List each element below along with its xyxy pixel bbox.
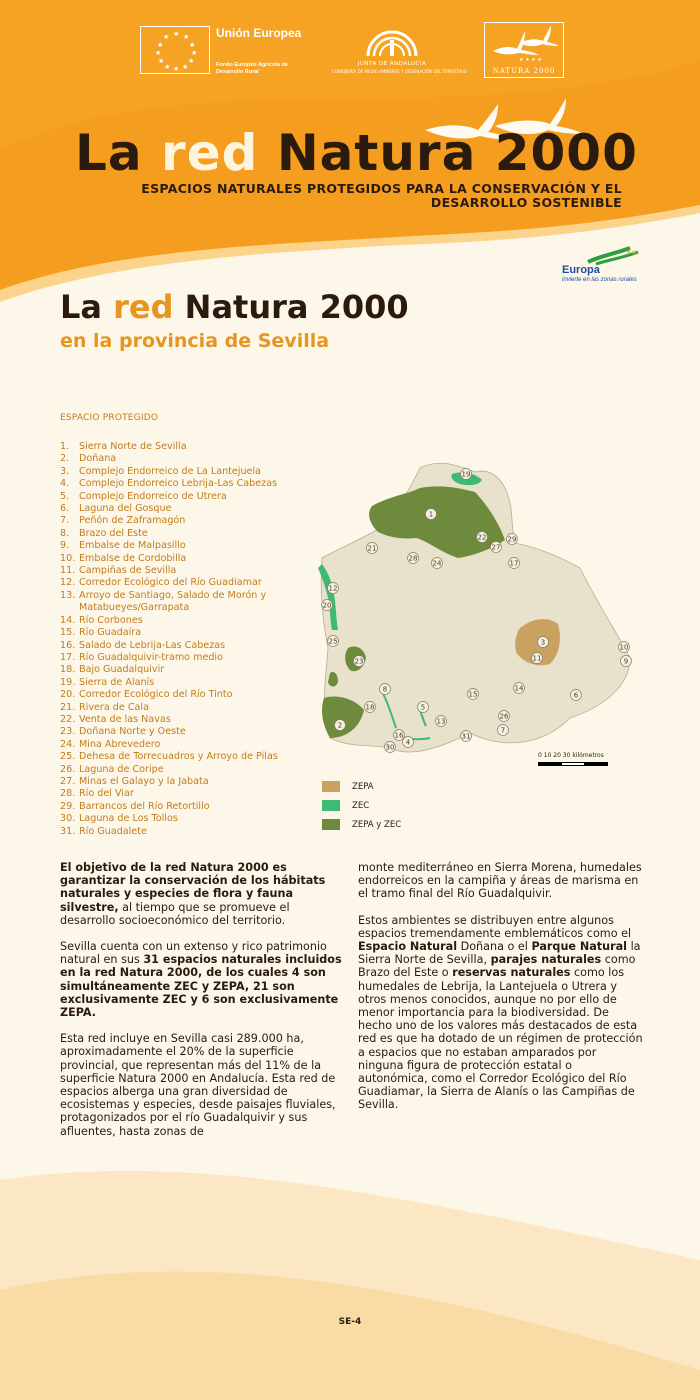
map-marker-label: 10	[619, 643, 629, 652]
map-marker	[426, 509, 437, 520]
p5-b3: parajes naturales	[490, 953, 602, 967]
list-item	[60, 689, 320, 701]
map-marker	[468, 689, 479, 700]
main-title-part1: La	[75, 124, 143, 182]
eu-title: Unión Europea	[216, 26, 302, 40]
map-marker	[621, 656, 632, 667]
paragraph-5	[358, 914, 643, 1112]
map-marker	[432, 558, 443, 569]
map-scale	[538, 752, 608, 766]
list-item-number: 27.	[60, 775, 76, 787]
paragraph-1	[60, 861, 345, 927]
junta-arch-icon	[362, 26, 422, 58]
map-marker	[335, 720, 346, 731]
map-marker	[507, 534, 518, 545]
junta-name: JUNTA DE ANDALUCIA	[357, 61, 427, 67]
list-item-number: 1.	[60, 441, 70, 452]
map-marker	[394, 730, 405, 741]
text-column-left	[60, 861, 345, 1151]
p5-d: la Sierra Norte de Sevilla,	[358, 940, 641, 967]
legend-item	[322, 815, 401, 834]
map-marker-label: 4	[405, 738, 411, 747]
map-marker-label: 1	[428, 510, 434, 519]
list-item-name: Peñón de Zaframagón	[79, 515, 186, 527]
map-marker	[538, 637, 549, 648]
list-item	[60, 640, 320, 652]
p5-b2: Parque Natural	[531, 940, 628, 954]
list-item-number: 29.	[60, 800, 76, 812]
legend-heading: ESPACIO PROTEGIDO	[60, 413, 159, 423]
list-item-number: 8.	[60, 527, 70, 539]
list-item-number: 20.	[60, 689, 76, 701]
list-item-name: Laguna del Gosque	[79, 503, 172, 515]
map-marker	[461, 731, 472, 742]
list-item-name: Río Guadaíra	[79, 627, 142, 639]
map-marker	[499, 711, 510, 722]
list-item	[60, 788, 320, 800]
map-marker	[532, 653, 543, 664]
list-item-name: Doñana Norte y Oeste	[79, 726, 186, 738]
list-item-number: 6.	[60, 503, 70, 515]
list-item-number: 18.	[60, 664, 76, 676]
list-item-name: Río Guadalete	[79, 825, 147, 837]
natura-logo-text: NATURA 2000	[492, 67, 556, 75]
list-item	[60, 664, 320, 676]
map-marker	[367, 543, 378, 554]
list-item-name: Sierra de Alanís	[79, 676, 155, 688]
section-title-part3: Natura 2000	[184, 288, 409, 326]
list-item-name: Mina Abrevedero	[79, 738, 161, 750]
list-item	[60, 503, 320, 515]
map-marker	[498, 725, 509, 736]
p5-f: como los humedales de Lebrija, la Lantejuela o Utrera y otros menos conocidos, aunque no por ello de menor importancia para la biodiversidad. De hecho uno de los valores más destacados de esta red es que ha dotado de un régimen de protección a espacios que no estaban amparados por ninguna figura de protección estatal o autonómica, como el Corredor Ecológico del Río Guadiamar, la Sierra de Alanís o las Campiñas de Sevilla.	[358, 966, 643, 1112]
map-marker	[461, 469, 472, 480]
map-marker-label: 17	[509, 559, 519, 568]
list-item	[60, 528, 320, 540]
map-marker	[619, 642, 630, 653]
list-item	[60, 702, 320, 714]
section-title-part1: La	[60, 288, 102, 326]
map-marker	[514, 683, 525, 694]
list-item-name: Laguna de Los Tollos	[79, 813, 178, 825]
list-item-number: 22.	[60, 713, 76, 725]
list-item-name: Salado de Lebrija-Las Cabezas	[79, 639, 226, 651]
list-item-name: Laguna de Coripe	[79, 763, 164, 775]
legend-label: ZEC	[352, 800, 370, 811]
main-title-part2: red	[161, 124, 259, 182]
list-item	[60, 466, 320, 478]
list-item-name: Minas el Galayo y la Jabata	[79, 775, 209, 787]
list-item-name: Campiñas de Sevilla	[79, 565, 177, 577]
list-item-name: Brazo del Este	[79, 527, 148, 539]
list-item	[60, 491, 320, 503]
legend-swatch	[322, 781, 340, 792]
legend-label: ZEPA	[352, 781, 374, 792]
map-marker-label: 22	[477, 533, 487, 542]
list-item	[60, 714, 320, 726]
map-marker-label: 16	[394, 731, 404, 740]
legend-label: ZEPA y ZEC	[352, 819, 402, 830]
junta-subtitle: CONSEJERÍA DE MEDIO AMBIENTE Y ORDENACIÓN DEL TERRITORIO	[332, 69, 467, 74]
list-item	[60, 540, 320, 552]
map-marker-label: 15	[468, 690, 478, 699]
map-marker-label: 3	[540, 638, 546, 647]
legend-swatch	[322, 800, 340, 811]
list-item-number: 5.	[60, 490, 70, 502]
map-marker-label: 27	[491, 543, 501, 552]
paragraph-2	[60, 940, 345, 1019]
list-item-number: 10.	[60, 552, 76, 564]
map-marker-label: 21	[367, 544, 377, 553]
list-item-number: 28.	[60, 788, 76, 800]
scale-labels: 0 10 20 30 kilómetros	[538, 752, 604, 759]
section-title-part2: red	[113, 288, 174, 326]
map-marker-label: 2	[337, 721, 343, 730]
list-item-number: 9.	[60, 540, 70, 552]
junta-andalucia-logo	[332, 26, 467, 74]
eu-text	[216, 26, 306, 76]
list-item-name: Venta de las Navas	[79, 713, 171, 725]
list-item-name: Dehesa de Torrecuadros y Arroyo de Pilas	[79, 751, 278, 763]
map-marker	[365, 702, 376, 713]
legend-swatch	[322, 819, 340, 830]
map-marker-label: 29	[507, 535, 517, 544]
list-item-name: Bajo Guadalquivir	[79, 664, 165, 676]
map-marker-label: 31	[461, 732, 471, 741]
p5-b4: reservas naturales	[452, 966, 571, 980]
map-marker	[328, 636, 339, 647]
p1-bold: El objetivo de la red Natura 2000 es garantizar la conservación de los hábitats naturales y especies de flora y fauna silvestre,	[60, 861, 326, 914]
main-title	[75, 124, 638, 182]
list-item	[60, 677, 320, 689]
map-marker	[477, 532, 488, 543]
list-item	[60, 515, 320, 527]
eu-subtitle: Fondo Europeo Agrícola de Desarrollo Rural	[216, 62, 288, 75]
main-title-part3: Natura 2000	[276, 124, 638, 182]
list-item	[60, 478, 320, 490]
map-marker	[380, 684, 391, 695]
map-marker	[509, 558, 520, 569]
natura-birds-icon	[485, 23, 563, 65]
list-item-number: 25.	[60, 751, 76, 763]
map-marker-label: 13	[436, 717, 446, 726]
map-marker-label: 30	[385, 743, 395, 752]
list-item	[60, 453, 320, 465]
scale-bar	[538, 762, 608, 766]
map-marker-label: 28	[408, 554, 418, 563]
text-column-right	[358, 861, 643, 1125]
list-item-number: 19.	[60, 676, 76, 688]
list-item-name: Complejo Endorreico de La Lantejuela	[79, 465, 262, 477]
map-marker-label: 23	[354, 657, 364, 666]
map-marker-label: 5	[420, 703, 426, 712]
list-item-name: Embalse de Cordobilla	[79, 552, 187, 564]
list-item	[60, 441, 320, 453]
list-item-name: Sierra Norte de Sevilla	[79, 441, 187, 452]
list-item	[60, 739, 320, 751]
europa-swoosh-icon	[586, 244, 646, 266]
map-legend	[322, 777, 401, 834]
list-item-name: Río Guadalquivir-tramo medio	[79, 651, 223, 663]
main-subtitle: ESPACIOS NATURALES PROTEGIDOS PARA LA CONSERVACIÓN Y EL DESARROLLO SOSTENIBLE	[141, 181, 622, 210]
list-item	[60, 652, 320, 664]
paragraph-4: monte mediterráneo en Sierra Morena, humedales endorreicos en la campiña y áreas de marisma en el tramo final del Río Guadalquivir.	[358, 861, 642, 901]
section-subtitle: en la provincia de Sevilla	[60, 330, 330, 352]
p5-e: como Brazo del Este o	[358, 953, 636, 980]
map-marker-label: 24	[432, 559, 442, 568]
map-marker	[354, 656, 365, 667]
p5-c: Doñana o el	[457, 940, 532, 954]
svg-text:★ ★ ★ ★: ★ ★ ★ ★	[519, 57, 542, 63]
map-marker	[571, 690, 582, 701]
list-item-number: 24.	[60, 738, 76, 750]
list-item-name: Complejo Endorreico de Utrera	[79, 490, 227, 502]
list-item-name: Barrancos del Río Retortillo	[79, 800, 210, 812]
list-item-number: 16.	[60, 639, 76, 651]
list-item-name: Rivera de Cala	[79, 701, 149, 713]
list-item-number: 3.	[60, 465, 70, 477]
legend-item	[322, 777, 401, 796]
legend-item	[322, 796, 401, 815]
list-item	[60, 813, 320, 825]
europa-word: Europa	[562, 264, 600, 276]
list-item	[60, 826, 320, 838]
list-item	[60, 776, 320, 788]
list-item-number: 2.	[60, 453, 70, 465]
list-item-name: Corredor Ecológico del Río Guadiamar	[79, 577, 262, 589]
europa-rural-logo	[560, 244, 650, 286]
natura-2000-logo	[484, 22, 564, 78]
map-marker	[408, 553, 419, 564]
list-item-number: 21.	[60, 701, 76, 713]
list-item-number: 12.	[60, 577, 76, 589]
map-marker-label: 6	[573, 691, 579, 700]
list-item	[60, 764, 320, 776]
map-marker-label: 11	[532, 654, 542, 663]
map-marker-label: 7	[500, 726, 506, 735]
map-marker	[385, 742, 396, 753]
map-marker	[328, 583, 339, 594]
list-item	[60, 726, 320, 738]
list-item	[60, 751, 320, 763]
map-marker-label: 9	[623, 657, 629, 666]
list-item-name: Doñana	[79, 453, 117, 465]
p2-bold: 31 espacios naturales incluidos en la red Natura 2000, de los cuales 4 son simultáneamente ZEC y ZEPA, 21 son exclusivamente ZEC y 6 son exclusivamente ZEPA.	[60, 953, 342, 1020]
list-item	[60, 577, 320, 589]
list-item-number: 30.	[60, 813, 76, 825]
header-logos	[0, 20, 700, 80]
map-marker	[403, 737, 414, 748]
list-item-number: 11.	[60, 565, 76, 577]
list-item	[60, 565, 320, 577]
p1-rest: al tiempo que se promueve el desarrollo socioeconómico del territorio.	[60, 900, 290, 927]
map-marker-label: 25	[328, 637, 338, 646]
p2-a: Sevilla cuenta con un extenso y rico patrimonio natural en sus	[60, 940, 327, 967]
svg-text:★★: ★★	[626, 249, 637, 256]
paragraph-3: Esta red incluye en Sevilla casi 289.000 ha, aproximadamente el 20% de la superficie provincial, que representan más del 11% de la superficie Natura 2000 en Andalucía. Esta red de espacios alberga una gran diversidad de ecosistemas y especies, desde paisajes fluviales, protagonizados por el río Guadalquivir y sus afluentes, hasta zonas de	[60, 1032, 336, 1138]
map-marker-label: 26	[499, 712, 509, 721]
list-item-number: 7.	[60, 515, 70, 527]
list-item-number: 4.	[60, 478, 70, 490]
map-marker-label: 14	[514, 684, 524, 693]
protected-space-list	[60, 441, 320, 838]
list-item	[60, 801, 320, 813]
list-item	[60, 615, 320, 627]
page-number: SE-4	[338, 1317, 362, 1327]
eu-flag-icon: ★ ★ ★ ★ ★ ★ ★ ★ ★ ★ ★ ★	[140, 26, 210, 74]
map-marker-label: 19	[461, 470, 471, 479]
list-item	[60, 590, 320, 615]
map-marker-label: 12	[328, 584, 338, 593]
list-item-name: Corredor Ecológico del Río Tinto	[79, 689, 233, 701]
map-marker	[491, 542, 502, 553]
list-item	[60, 553, 320, 565]
europa-sub: invierte en las zonas rurales	[562, 277, 637, 283]
sevilla-map	[300, 448, 660, 778]
p5-b1: Espacio Natural	[358, 940, 458, 954]
list-item-number: 17.	[60, 651, 76, 663]
map-marker	[322, 600, 333, 611]
map-marker-label: 20	[322, 601, 332, 610]
list-item-name: Complejo Endorreico Lebrija-Las Cabezas	[79, 478, 278, 490]
map-marker	[418, 702, 429, 713]
section-title	[60, 288, 409, 326]
list-item-number: 31.	[60, 825, 76, 837]
list-item	[60, 627, 320, 639]
map-marker-label: 18	[365, 703, 375, 712]
list-item-name: Río Corbones	[79, 614, 143, 626]
list-item-name: Arroyo de Santiago, Salado de Morón y Matabueyes/Garrapata	[79, 589, 267, 614]
list-item-number: 15.	[60, 627, 76, 639]
list-item-name: Embalse de Malpasillo	[79, 540, 186, 552]
list-item-number: 13.	[60, 589, 76, 601]
map-marker	[436, 716, 447, 727]
list-item-number: 23.	[60, 726, 76, 738]
p5-a: Estos ambientes se distribuyen entre algunos espacios tremendamente emblemáticos como el	[358, 913, 632, 940]
map-marker-label: 8	[382, 685, 388, 694]
list-item-number: 14.	[60, 614, 76, 626]
list-item-number: 26.	[60, 763, 76, 775]
list-item-name: Río del Viar	[79, 788, 134, 800]
